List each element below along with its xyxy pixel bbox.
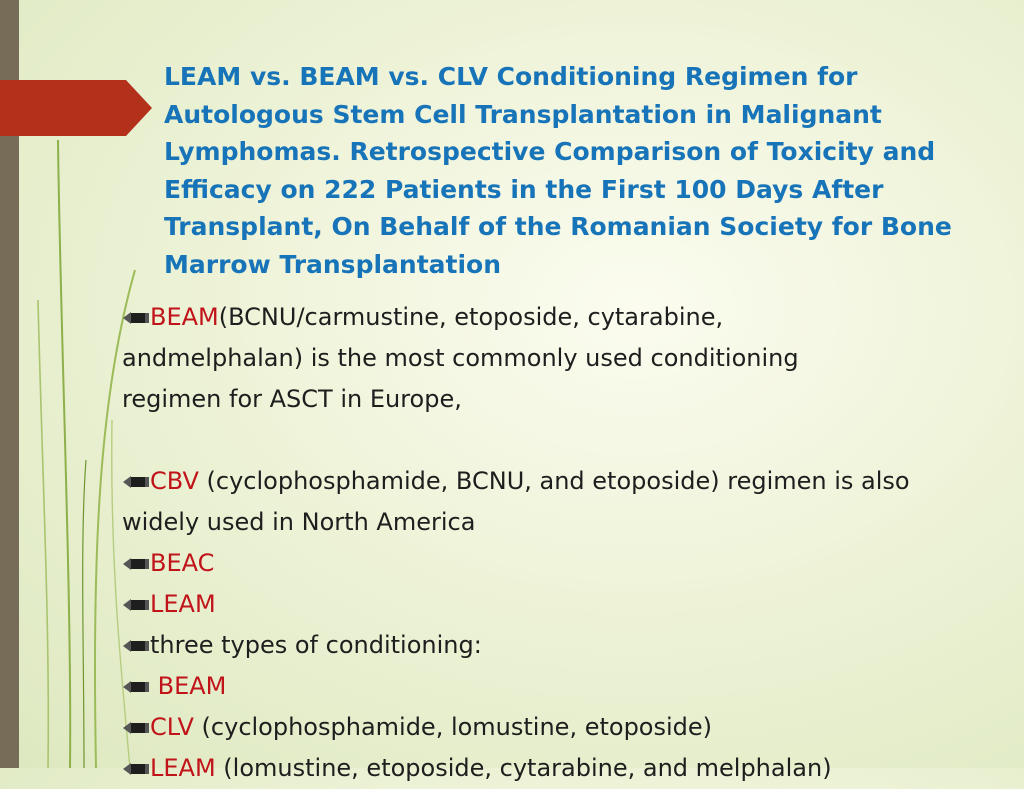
list-item <box>122 707 1022 748</box>
pencil-arrow-icon <box>122 720 150 736</box>
title-accent-arrow <box>0 80 152 136</box>
item-text: widely used in North America <box>122 508 476 536</box>
pencil-arrow-icon <box>122 638 150 654</box>
item-text: andmelphalan) is the most commonly used conditioning <box>122 344 799 372</box>
item-text: (cyclophosphamide, BCNU, and etoposide) regimen is also <box>198 467 910 495</box>
pencil-arrow-icon <box>122 474 150 490</box>
highlight-term: CLV <box>150 713 194 741</box>
item-text: (cyclophosphamide, lomustine, etoposide) <box>193 713 713 741</box>
item-text: regimen for ASCT in Europe, <box>122 385 462 413</box>
highlight-term: BEAC <box>150 549 215 577</box>
list-item <box>122 666 1022 707</box>
item-text: three types of conditioning: <box>150 631 482 659</box>
spacer <box>122 420 1022 461</box>
pencil-arrow-icon <box>122 679 150 695</box>
bullet-list <box>122 297 1022 789</box>
highlight-term: LEAM <box>150 754 216 782</box>
list-item <box>122 297 1022 338</box>
highlight-term: BEAM <box>150 303 219 331</box>
pencil-arrow-icon <box>122 556 150 572</box>
pencil-arrow-icon <box>122 597 150 613</box>
item-text: (lomustine, etoposide, cytarabine, and melphalan) <box>215 754 832 782</box>
pencil-arrow-icon <box>122 310 150 326</box>
highlight-term: CBV <box>150 467 199 495</box>
item-text: (BCNU/carmustine, etoposide, cytarabine, <box>218 303 724 331</box>
pencil-arrow-icon <box>122 761 150 777</box>
list-item <box>122 543 1022 584</box>
list-item <box>122 748 1022 789</box>
list-item <box>122 461 1022 502</box>
slide-title: LEAM vs. BEAM vs. CLV Conditioning Regimen for Autologous Stem Cell Transplantation in Malignant Lymphomas. Retrospective Comparison of Toxicity and Efficacy on 222 Patients in the First 100 Days After Transplant, On Behalf of the Romanian Society for Bone Marrow Transplantation <box>164 62 952 279</box>
list-item <box>122 625 1022 666</box>
list-item <box>122 584 1022 625</box>
highlight-term: BEAM <box>150 672 227 700</box>
highlight-term: LEAM <box>150 590 216 618</box>
